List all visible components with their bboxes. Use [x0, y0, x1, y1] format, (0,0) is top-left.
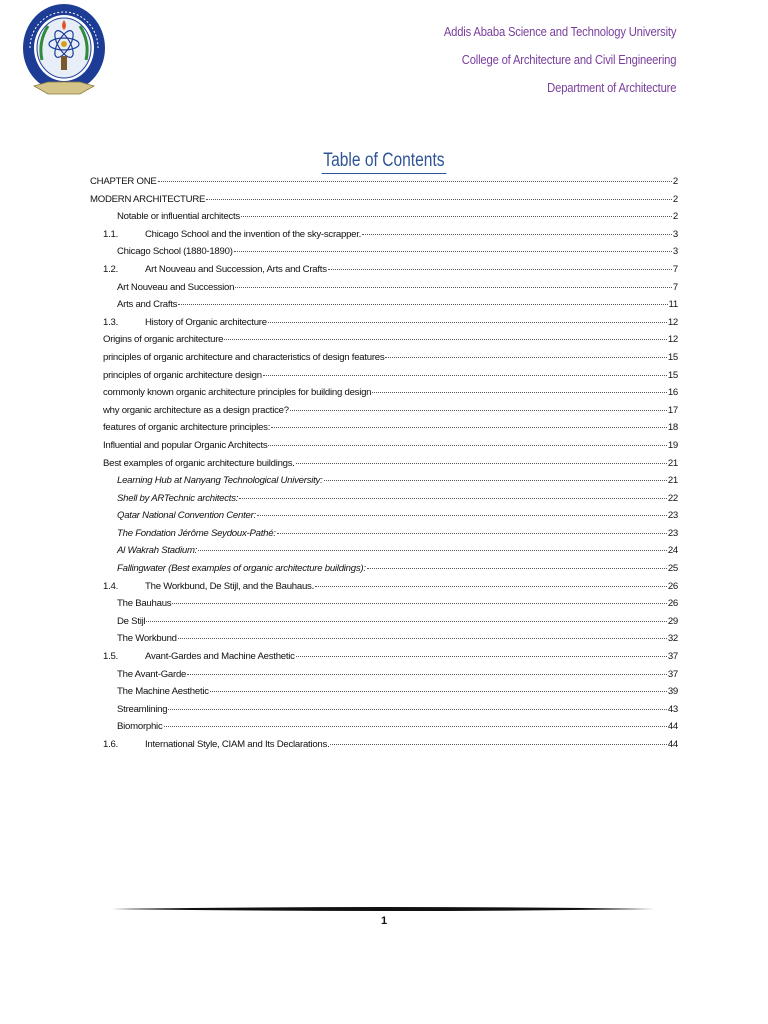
toc-page-number: 43	[667, 703, 678, 715]
toc-section-number: 1.5.	[103, 651, 119, 663]
toc-entry[interactable]	[90, 405, 678, 423]
toc-entry-text: Origins of organic architecture	[103, 334, 224, 346]
toc-entry[interactable]	[90, 493, 678, 511]
toc-page-number: 3	[672, 246, 678, 258]
toc-leader-dots	[164, 726, 667, 727]
toc-section-number: 1.2.	[103, 263, 119, 275]
toc-entry[interactable]	[90, 387, 678, 405]
toc-leader-dots	[290, 410, 667, 411]
toc-leader-dots	[241, 216, 672, 217]
toc-leader-dots	[234, 251, 672, 252]
toc-leader-dots	[367, 568, 667, 569]
toc-leader-dots	[257, 515, 667, 516]
toc-entry-text: Qatar National Convention Center:	[117, 510, 256, 522]
toc-page-number: 2	[672, 176, 678, 187]
toc-entry-text: CHAPTER ONE	[90, 176, 157, 187]
toc-page-number: 23	[667, 527, 678, 539]
page-number: 1	[380, 915, 388, 927]
toc-leader-dots	[268, 445, 666, 446]
toc-entry[interactable]	[90, 616, 678, 634]
toc-entry-text: Biomorphic	[117, 721, 163, 733]
toc-leader-dots	[198, 550, 667, 551]
toc-entry-text: Fallingwater (Best examples of organic architecture buildings):	[117, 563, 366, 575]
toc-page-number: 2	[672, 211, 678, 223]
toc-entry[interactable]	[90, 352, 678, 370]
toc-entry-label	[90, 194, 205, 205]
toc-entry-text: Best examples of organic architecture buildings.	[103, 457, 295, 469]
toc-leader-dots	[277, 533, 667, 534]
toc-entry-label	[103, 581, 314, 592]
toc-entry-label	[103, 458, 295, 469]
toc-page-number: 15	[667, 369, 678, 381]
toc-entry[interactable]	[90, 686, 678, 704]
toc-entry-text: The Avant-Garde	[117, 668, 187, 680]
toc-entry-label	[103, 405, 289, 416]
toc-page-number: 21	[667, 457, 678, 469]
toc-entry[interactable]	[90, 370, 678, 388]
toc-entry-label	[117, 721, 163, 732]
toc-leader-dots	[172, 603, 667, 604]
toc-entry-label	[117, 510, 256, 521]
toc-entry-label	[117, 563, 366, 574]
toc-entry[interactable]	[90, 440, 678, 458]
toc-leader-dots	[330, 744, 666, 745]
table-of-contents	[90, 176, 678, 757]
toc-entry[interactable]	[90, 563, 678, 581]
toc-page-number: 37	[667, 651, 678, 663]
toc-leader-dots	[239, 498, 667, 499]
toc-title-text: Table of Contents	[322, 150, 447, 174]
toc-section-number: 1.1.	[103, 228, 119, 240]
toc-leader-dots	[328, 269, 672, 270]
toc-entry-label	[103, 352, 384, 363]
toc-entry-text: Influential and popular Organic Architects	[103, 439, 268, 451]
toc-entry-label	[103, 387, 371, 398]
toc-page-number: 11	[668, 299, 678, 311]
toc-page-number: 18	[667, 422, 678, 434]
toc-entry-text: principles of organic architecture design	[103, 369, 262, 381]
toc-entry[interactable]	[90, 458, 678, 476]
toc-entry-label	[103, 651, 295, 662]
toc-entry-text: commonly known organic architecture principles for building design	[103, 387, 372, 399]
toc-page-number: 16	[667, 387, 678, 399]
toc-leader-dots	[210, 691, 667, 692]
toc-entry[interactable]	[90, 510, 678, 528]
toc-leader-dots	[324, 480, 667, 481]
toc-entry-text: Chicago School and the invention of the sky-scrapper.	[145, 228, 362, 240]
toc-page-number: 17	[667, 404, 678, 416]
toc-entry-text: Art Nouveau and Succession	[117, 281, 235, 293]
toc-page-number: 23	[667, 510, 678, 522]
toc-entry-text: Shell by ARTechnic architects:	[117, 492, 239, 504]
toc-leader-dots	[315, 586, 667, 587]
toc-section-number: 1.6.	[103, 739, 119, 750]
toc-entry[interactable]	[90, 176, 678, 194]
toc-leader-dots	[372, 392, 667, 393]
toc-entry-label	[117, 704, 167, 715]
toc-page-number: 2	[672, 193, 678, 205]
toc-leader-dots	[362, 234, 672, 235]
toc-entry[interactable]	[90, 704, 678, 722]
toc-entry[interactable]	[90, 246, 678, 264]
toc-entry-text: features of organic architecture principles:	[103, 422, 271, 434]
toc-entry-text: The Fondation Jérôme Seydoux-Pathé:	[117, 527, 276, 539]
toc-entry-text: MODERN ARCHITECTURE	[90, 193, 206, 205]
toc-page-number: 12	[667, 334, 678, 346]
toc-page-number: 25	[667, 563, 678, 575]
toc-entry-label	[117, 545, 197, 556]
toc-entry-label	[103, 334, 223, 345]
toc-entry-label	[117, 211, 240, 222]
toc-entry-text: Arts and Crafts	[117, 299, 178, 311]
toc-page-number: 19	[667, 439, 678, 451]
toc-entry[interactable]	[90, 581, 678, 599]
toc-entry-label	[117, 475, 323, 486]
toc-entry-text: why organic architecture as a design practice?	[103, 404, 289, 416]
toc-leader-dots	[235, 287, 672, 288]
toc-entry-text: Streamlining	[117, 703, 168, 715]
toc-entry-label	[103, 229, 361, 240]
toc-leader-dots	[178, 304, 667, 305]
toc-page-number: 44	[667, 721, 678, 733]
toc-page-number: 26	[667, 598, 678, 610]
toc-section-number: 1.4.	[103, 580, 119, 592]
toc-entry-text: History of Organic architecture	[145, 316, 267, 328]
toc-leader-dots	[206, 199, 672, 200]
toc-entry-label	[117, 528, 276, 539]
toc-entry-label	[103, 370, 262, 381]
toc-leader-dots	[296, 656, 667, 657]
toc-entry-text: Learning Hub at Nanyang Technological University:	[117, 475, 323, 487]
department-name: Department of Architecture	[546, 81, 676, 95]
toc-entry[interactable]	[90, 282, 678, 300]
toc-page-number: 37	[667, 668, 678, 680]
toc-page-number: 7	[672, 281, 678, 293]
toc-page-number: 15	[667, 351, 678, 363]
toc-leader-dots	[268, 322, 667, 323]
toc-leader-dots	[385, 357, 666, 358]
toc-page-number: 7	[672, 263, 678, 275]
toc-leader-dots	[146, 621, 666, 622]
university-logo	[18, 2, 110, 100]
toc-entry-text: De Stijl	[117, 615, 146, 627]
toc-entry-label	[90, 176, 157, 187]
toc-page-number: 32	[667, 633, 678, 645]
toc-leader-dots	[168, 709, 667, 710]
toc-leader-dots	[224, 339, 667, 340]
toc-leader-dots	[158, 181, 672, 182]
toc-entry[interactable]	[90, 475, 678, 493]
toc-page-number: 24	[667, 545, 678, 557]
toc-entry[interactable]	[90, 545, 678, 563]
toc-page-number: 22	[667, 492, 678, 504]
toc-entry[interactable]	[90, 633, 678, 651]
toc-entry-text: Notable or influential architects	[117, 211, 240, 223]
toc-entry[interactable]	[90, 669, 678, 687]
toc-entry-label	[103, 739, 329, 750]
toc-entry-text: The Machine Aesthetic	[117, 686, 209, 698]
institution-header	[418, 18, 676, 102]
toc-entry[interactable]	[90, 598, 678, 616]
toc-page-number: 12	[667, 316, 678, 328]
toc-entry[interactable]	[90, 651, 678, 669]
toc-entry-label	[117, 686, 209, 697]
footer-rule	[112, 906, 655, 912]
toc-entry-label	[103, 440, 267, 451]
toc-leader-dots	[296, 463, 667, 464]
toc-entry-label	[117, 282, 234, 293]
toc-entry[interactable]	[90, 739, 678, 757]
toc-entry[interactable]	[90, 334, 678, 352]
toc-entry-label	[117, 669, 186, 680]
toc-section-number: 1.3.	[103, 316, 119, 328]
toc-entry-label	[117, 616, 145, 627]
toc-entry[interactable]	[90, 211, 678, 229]
toc-page-number: 44	[667, 739, 678, 750]
toc-page-number: 3	[672, 228, 678, 240]
toc-leader-dots	[178, 638, 667, 639]
toc-entry[interactable]	[90, 194, 678, 212]
toc-entry[interactable]	[90, 721, 678, 739]
toc-entry-text: Avant-Gardes and Machine Aesthetic	[145, 651, 295, 663]
toc-entry[interactable]	[90, 528, 678, 546]
toc-entry-text: International Style, CIAM and Its Declarations.	[145, 739, 330, 750]
toc-leader-dots	[263, 375, 667, 376]
toc-entry-label	[103, 422, 270, 433]
toc-entry-text: The Bauhaus	[117, 598, 172, 610]
toc-entry-text: Al Wakrah Stadium:	[117, 545, 198, 557]
college-name: College of Architecture and Civil Engineering	[461, 53, 676, 67]
toc-leader-dots	[271, 427, 667, 428]
toc-entry[interactable]	[90, 264, 678, 282]
toc-entry-text: The Workbund, De Stijl, and the Bauhaus.	[145, 580, 315, 592]
toc-entry-label	[117, 299, 177, 310]
toc-heading	[0, 150, 768, 174]
toc-entry-text: The Workbund	[117, 633, 177, 645]
toc-entry-label	[103, 264, 327, 275]
toc-entry-text: principles of organic architecture and characteristics of design features	[103, 351, 385, 363]
toc-entry-label	[117, 493, 238, 504]
toc-leader-dots	[187, 674, 667, 675]
toc-entry[interactable]	[90, 299, 678, 317]
toc-entry[interactable]	[90, 422, 678, 440]
toc-entry-label	[117, 246, 233, 257]
toc-entry-label	[117, 633, 177, 644]
toc-entry-label	[117, 598, 171, 609]
toc-page-number: 21	[667, 475, 678, 487]
toc-entry[interactable]	[90, 317, 678, 335]
toc-entry[interactable]	[90, 229, 678, 247]
toc-entry-label	[103, 317, 267, 328]
toc-page-number: 29	[667, 615, 678, 627]
university-name: Addis Ababa Science and Technology University	[443, 25, 676, 39]
toc-page-number: 26	[667, 580, 678, 592]
toc-page-number: 39	[667, 686, 678, 698]
toc-entry-text: Chicago School (1880-1890)	[117, 246, 233, 258]
toc-entry-text: Art Nouveau and Succession, Arts and Crafts	[145, 263, 327, 275]
